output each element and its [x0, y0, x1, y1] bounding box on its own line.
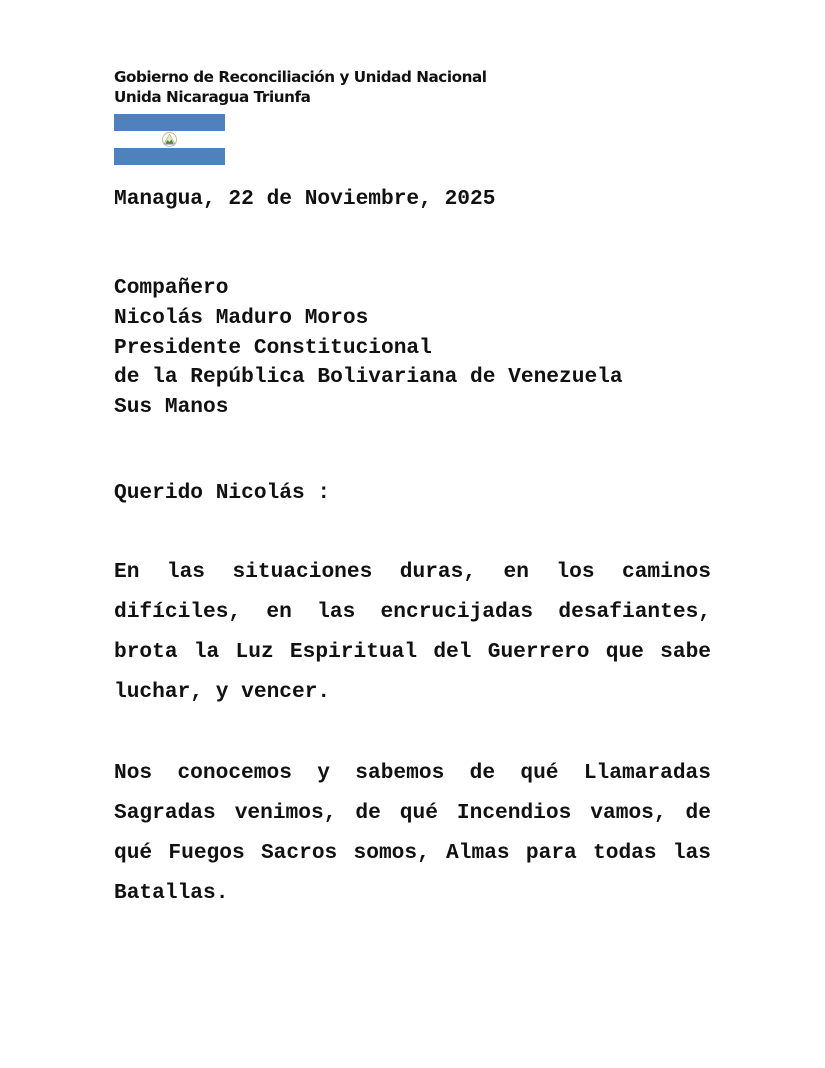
recipient-block — [114, 274, 623, 423]
flag-middle-stripe — [114, 131, 225, 148]
recipient-name: Nicolás Maduro Moros — [114, 305, 369, 330]
recipient-position: Presidente Constitucional — [114, 335, 432, 360]
letterhead-slogan: Unida Nicaragua Triunfa — [114, 88, 311, 106]
coat-of-arms-icon — [161, 131, 178, 148]
nicaragua-flag-icon — [114, 114, 225, 165]
body-paragraph: Nos conocemos y sabemos de qué Llamaradas Sagradas venimos, de qué Incendios vamos, de qué Fuegos Sacros somos, Almas para todas las Batallas. — [114, 761, 711, 905]
flag-bottom-stripe — [114, 148, 225, 165]
recipient-delivery: Sus Manos — [114, 395, 229, 420]
body-paragraph: En las situaciones duras, en los caminos difíciles, en las encrucijadas desafiantes, brota la Luz Espiritual del Guerrero que sabe luchar, y vencer. — [114, 560, 711, 704]
recipient-country: de la República Bolivariana de Venezuela — [114, 365, 623, 390]
flag-top-stripe — [114, 114, 225, 131]
recipient-title: Compañero — [114, 276, 229, 300]
date-line: Managua, 22 de Noviembre, 2025 — [114, 187, 496, 211]
salutation: Querido Nicolás : — [114, 481, 331, 505]
letterhead — [114, 67, 487, 107]
letterhead-government-name: Gobierno de Reconciliación y Unidad Nacional — [114, 68, 487, 86]
